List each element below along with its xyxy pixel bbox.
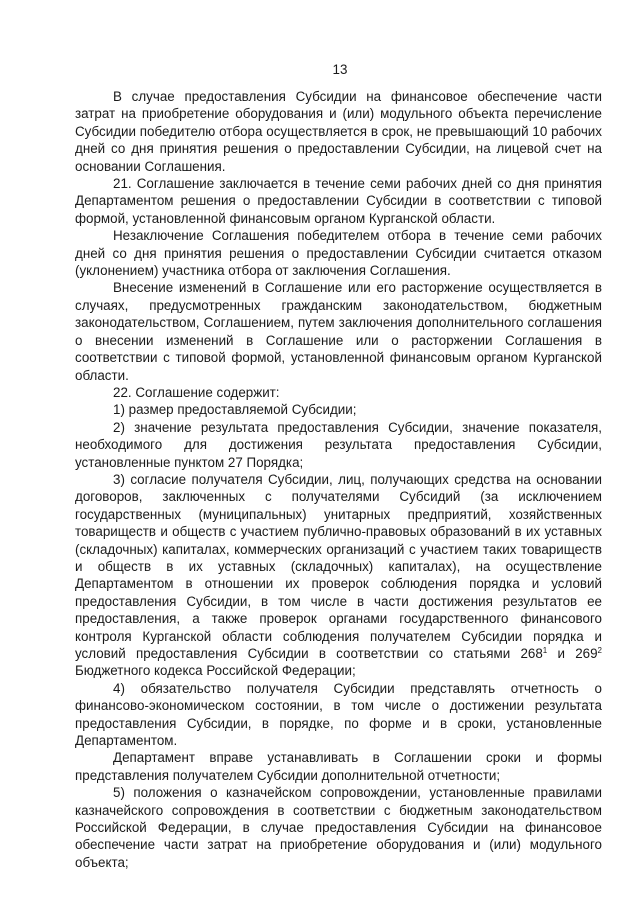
list-item-4: 4) обязательство получателя Субсидии представлять отчетность о финансово-экономическом состоянии, в том числе о достижении результата предоставления Субсидии, в порядке, по форме и в сроки, установленные Департаментом. <box>75 680 602 749</box>
list-item-3 <box>75 471 602 680</box>
paragraph-non-conclusion: Незаключение Соглашения победителем отбора в течение семи рабочих дней со дня принятия решения о предоставлении Субсидии считается отказом (уклонением) участника отбора от заключения Соглашения. <box>75 228 602 279</box>
paragraph-22-contents: 22. Соглашение содержит: <box>113 384 280 400</box>
list-item-2: 2) значение результата предоставления Субсидии, значение показателя, необходимого для достижения результата предоставления Субсидии, установленные пунктом 27 Порядка; <box>75 419 602 470</box>
superscript-2: 2 <box>597 646 602 655</box>
paragraph-amendments: Внесение изменений в Соглашение или его расторжение осуществляется в случаях, предусмотренных гражданским законодательством, бюджетным законодательством, Соглашением, путем заключения дополнительного соглашения о внесении изменений в Соглашение или о расторжении Соглашения в соответствии с типовой формой, установленной финансовым органом Курганской области. <box>75 280 602 383</box>
list-item-3-mid: и 269 <box>547 646 598 661</box>
paragraph-subsidy-transfer: В случае предоставления Субсидии на финансовое обеспечение части затрат на приобретение оборудования и (или) модульного объекта перечисление Субсидии победителю отбора осуществляется в срок, не превышающий 10 рабочих дней со дня принятия решения о предоставлении Субсидии, на лицевой счет на основании Соглашения. <box>75 89 602 174</box>
paragraph-21-agreement: 21. Соглашение заключается в течение семи рабочих дней со дня принятия Департаментом решения о предоставлении Субсидии в соответствии с типовой формой, установленной финансовым органом Курганской области. <box>75 176 602 226</box>
paragraph-additional-reporting: Департамент вправе устанавливать в Соглашении сроки и формы представления получателем Субсидии дополнительной отчетности; <box>75 750 602 783</box>
list-item-1: 1) размер предоставляемой Субсидии; <box>113 402 357 418</box>
document-body <box>75 88 602 871</box>
list-item-3-end: Бюджетного кодекса Российской Федерации; <box>75 663 356 679</box>
page-number: 13 <box>332 62 348 77</box>
list-item-3-text: 3) согласие получателя Субсидии, лиц, получающих средства на основании договоров, заключенных с получателями Субсидий (за исключением государственных (муниципальных) унитарных предприятий, хозяйственных товариществ и обществ с участием публично-правовых образований в их уставных (складочных) капиталах, коммерческих организаций с участием таких товариществ и обществ в их уставных (складочных) капиталах), на осуществление Департаментом в отношении их проверок соблюдения порядка и условий предоставления Субсидии, в том числе в части достижения результатов ее предоставления, а также проверок органами государственного финансового контроля Курганской области соблюдения получателем Субсидии порядка и условий предоставления Субсидии в соответствии со статьями 268 <box>75 471 602 661</box>
superscript-1: 1 <box>542 646 548 655</box>
list-item-5: 5) положения о казначейском сопровождении, установленные правилами казначейского сопровождения в соответствии с бюджетным законодательством Российской Федерации, в случае предоставления Субсидии на финансовое обеспечение части затрат на приобретение оборудования и (или) модульного объекта; <box>75 785 602 870</box>
